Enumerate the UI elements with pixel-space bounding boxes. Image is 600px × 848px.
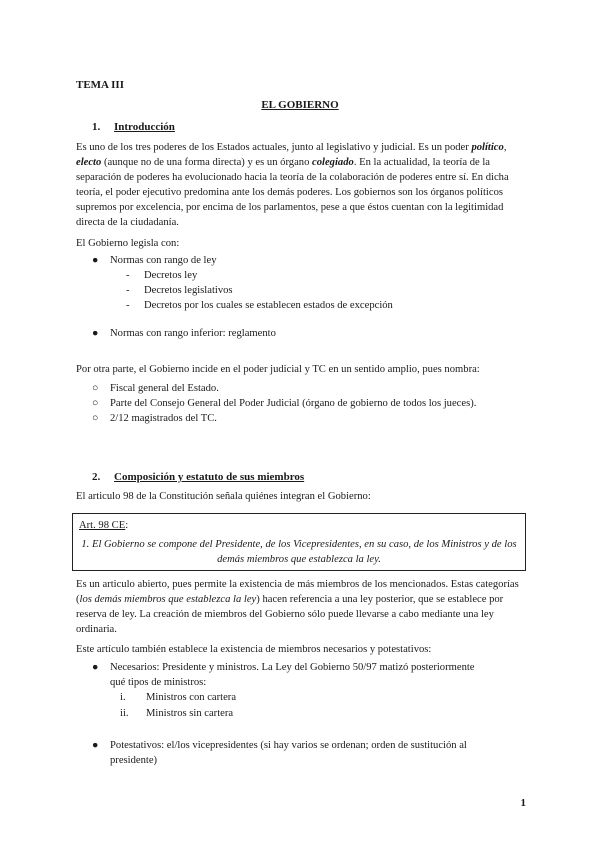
section-2-number: 2. (92, 471, 101, 483)
articulo-text: El articulo 98 de la Constitución señala quiénes integran el Gobierno: (76, 491, 371, 502)
bullet-text: Normas con rango inferior: reglamento (110, 328, 276, 339)
bullet-continuation: qué tipos de ministros: (110, 677, 207, 688)
abierto-italic: los demás miembros que establezca la ley (79, 594, 257, 605)
bullet-text: Fiscal general del Estado. (110, 383, 219, 394)
section-2-heading (92, 470, 304, 485)
dash-icon: - (126, 285, 130, 296)
section-1-number: 1. (92, 121, 101, 133)
article-label-colon-wrap (79, 518, 128, 533)
section-1-title: Introducción (114, 121, 175, 133)
page-number: 1 (520, 797, 526, 809)
intro-sep: , (503, 142, 507, 153)
bullet-icon: ● (92, 740, 99, 751)
bullet-text: Parte del Consejo General del Poder Judicial (órgano de gobierno de todos los jueces). (110, 398, 477, 409)
este-text: Este artículo también establece la existencia de miembros necesarios y potestativos: (76, 644, 432, 655)
circle-bullet-icon: ○ (92, 383, 99, 394)
circle-bullet-icon: ○ (92, 398, 99, 409)
term-electo: electo (76, 157, 102, 168)
intro-text-3: . En la actualidad, la teoría de la separación de poderes ha evolucionado hacia la teoría de la colaboración de poderes entre sí. En dicha teoría, el poder ejecutivo predomina ante los demás poderes. Los gobiernos son los órganos políticos supremos por excelencia, por encima de los parlamentos, pese a que éstos cuentan con la legitimidad directa de la ciudadanía. (76, 157, 509, 228)
article-quote: 1. El Gobierno se compone del Presidente, de los Vicepresidentes, en su caso, de los Ministros y de los demás miembros que establezca la ley. (81, 539, 517, 565)
article-quote-box (72, 513, 526, 571)
section-1-heading (92, 120, 175, 135)
bullet-text: Normas con rango de ley (110, 255, 217, 266)
intro-paragraph (76, 140, 528, 230)
otra-text: Por otra parte, el Gobierno incide en el poder judicial y TC en un sentido amplio, pues nombra: (76, 364, 480, 375)
article-label-colon: : (125, 520, 129, 531)
roman-text: Ministros con cartera (146, 692, 237, 703)
dash-icon: - (126, 300, 130, 311)
dash-text: Decretos por los cuales se establecen estados de excepción (144, 300, 393, 311)
tema-label: TEMA III (76, 79, 124, 91)
abierto-text-1: Es un articulo abierto, pues permite la existencia de más miembros de los mencionados. Estas categorías ( (76, 579, 519, 605)
abierto-text-2: ) hacen referencia a una ley posterior, que se establece por reserva de ley. La creación de miembros del Gobierno sólo puede llevarse a cabo mediante una ley ordinaria. (76, 594, 504, 635)
dash-text: Decretos legislativos (144, 285, 233, 296)
dash-icon: - (126, 270, 130, 281)
page-title: EL GOBIERNO (261, 99, 339, 111)
abierto-paragraph (76, 577, 528, 637)
bullet-text: Potestativos: el/los vicepresidentes (si hay varios se ordenan; orden de sustitución al (110, 740, 467, 751)
roman-marker: i. (120, 692, 126, 703)
article-label-text: Art. 98 CE (79, 520, 126, 531)
term-colegiado: colegiado (312, 157, 354, 168)
bullet-text: 2/12 magistrados del TC. (110, 413, 217, 424)
section-2-title: Composición y estatuto de sus miembros (114, 471, 305, 483)
intro-text-1: Es uno de los tres poderes de los Estados actuales, junto al legislativo y judicial. Es un poder (76, 142, 469, 153)
term-politico: político (471, 142, 504, 153)
bullet-icon: ● (92, 255, 99, 266)
dash-text: Decretos ley (144, 270, 198, 281)
bullet-text: Necesarios: Presidente y ministros. La Ley del Gobierno 50/97 matizó posteriormente (110, 662, 475, 673)
legisla-text: El Gobierno legisla con: (76, 238, 180, 249)
roman-text: Ministros sin cartera (146, 708, 234, 719)
bullet-continuation: presidente) (110, 755, 158, 766)
intro-text-2: (aunque no de una forma directa) y es un órgano (101, 157, 313, 168)
circle-bullet-icon: ○ (92, 413, 99, 424)
bullet-icon: ● (92, 328, 99, 339)
roman-marker: ii. (120, 708, 129, 719)
bullet-icon: ● (92, 662, 99, 673)
